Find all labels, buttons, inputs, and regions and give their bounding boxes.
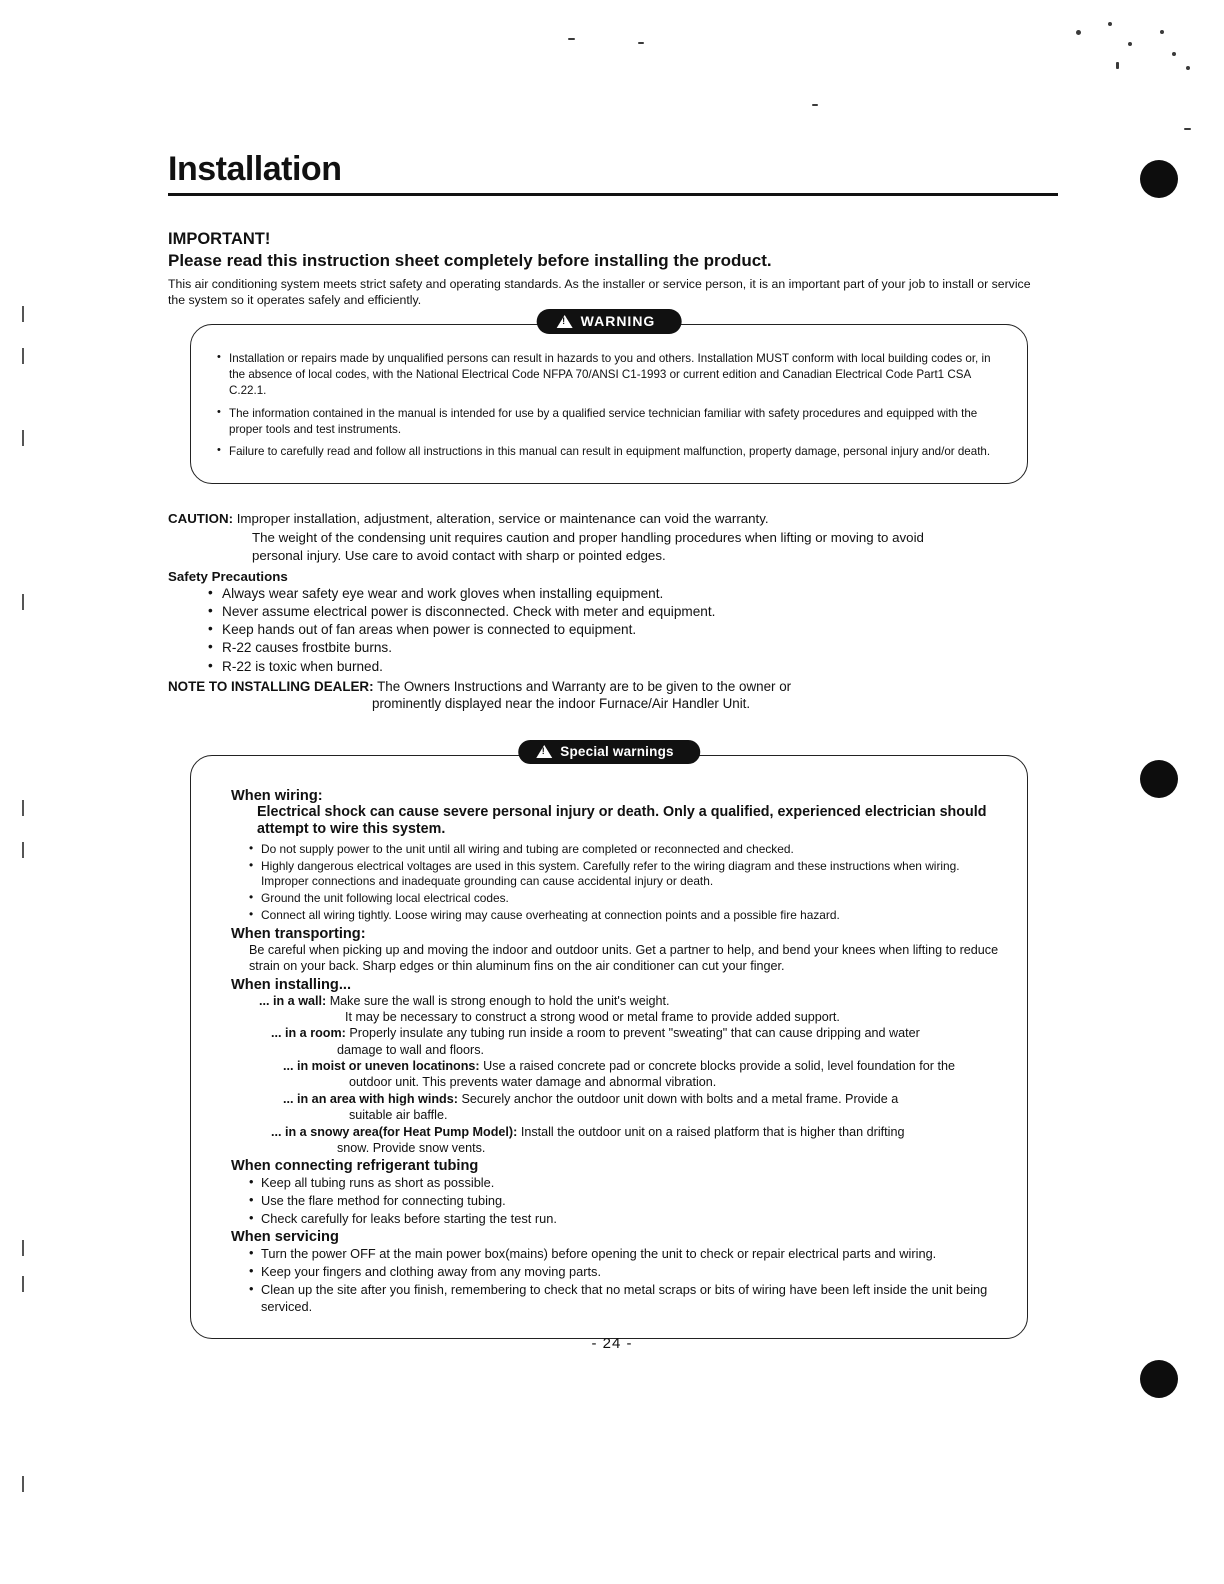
warning-banner xyxy=(537,309,682,334)
note-to-dealer xyxy=(168,678,1058,713)
installing-item xyxy=(283,1058,1001,1091)
special-warnings-banner xyxy=(518,740,700,764)
special-warnings-box xyxy=(190,743,1028,1339)
when-transporting-text: Be careful when picking up and moving the indoor and outdoor units. Get a partner to help, and bend your knees when lifting to reduce strain on your back. Sharp edges or thin aluminum fins on the air conditioner can cut your finger. xyxy=(249,942,999,974)
scan-speck xyxy=(1108,22,1112,26)
important-subheading: Please read this instruction sheet completely before installing the product. xyxy=(168,251,772,270)
scan-speck xyxy=(1160,30,1164,34)
warning-item: • Failure to carefully read and follow all instructions in this manual can result in equipment malfunction, property damage, personal injury and/or death. xyxy=(217,444,1001,460)
servicing-item: • Keep your fingers and clothing away from any moving parts. xyxy=(249,1263,1001,1280)
warning-item: • Installation or repairs made by unqualified persons can result in hazards to you and others. Installation MUST conform with local building codes or, in the absence of local codes, with the National Electrical Code NFPA 70/ANSI C1-1993 or current edition and Canadian Electrical Code Part1 CSA C.22.1. xyxy=(217,351,1001,398)
caution-text-1: Improper installation, adjustment, alteration, service or maintenance can void the warranty. xyxy=(236,511,769,527)
wiring-item: • Connect all wiring tightly. Loose wiring may cause overheating at connection points and a possible fire hazard. xyxy=(249,908,1001,924)
warning-triangle-icon xyxy=(557,315,573,328)
installing-item xyxy=(259,993,1001,1026)
installing-item-continuation: suitable air baffle. xyxy=(349,1108,448,1123)
scan-speck xyxy=(1172,52,1176,56)
page-number: - 24 - xyxy=(591,1335,633,1352)
page-title: Installation xyxy=(168,150,342,188)
edge-tick xyxy=(22,842,24,858)
important-heading: IMPORTANT! xyxy=(168,230,271,248)
caution-first-line xyxy=(168,510,1058,527)
when-wiring-list xyxy=(249,842,1001,924)
servicing-item: • Clean up the site after you finish, remembering to check that no metal scraps or bits of wiring have been left inside the unit being serviced. xyxy=(249,1281,1001,1315)
when-wiring-strong-text: Electrical shock can cause severe personal injury or death. Only a qualified, experienced electrician should attempt to wire this system. xyxy=(257,803,987,838)
scan-speck xyxy=(1116,62,1119,69)
wiring-item: • Do not supply power to the unit until all wiring and tubing are completed or reconnected and checked. xyxy=(249,842,1001,858)
caution-text-3: personal injury. Use care to avoid contact with sharp or pointed edges. xyxy=(252,547,666,563)
servicing-item: • Turn the power OFF at the main power box(mains) before opening the unit to check or repair electrical parts and wiring. xyxy=(249,1245,1001,1262)
wiring-item: • Highly dangerous electrical voltages are used in this system. Carefully refer to the wiring diagram and these instructions when wiring. Improper connections and inadequate grounding can cause accidental injury or death. xyxy=(249,859,1001,891)
edge-tick xyxy=(22,306,24,322)
servicing-list xyxy=(249,1245,1001,1315)
installing-item-text: Use a raised concrete pad or concrete blocks provide a solid, level foundation for the xyxy=(483,1059,955,1074)
installing-item-continuation: It may be necessary to construct a strong wood or metal frame to provide added support. xyxy=(345,1010,840,1025)
caution-block xyxy=(168,510,1058,713)
edge-tick xyxy=(22,800,24,816)
scan-speck xyxy=(638,42,644,44)
special-warnings-banner-label: Special warnings xyxy=(560,743,674,759)
when-connecting-tubing-heading: When connecting refrigerant tubing xyxy=(231,1158,479,1175)
installing-item-continuation: damage to wall and floors. xyxy=(337,1042,485,1057)
when-servicing-heading: When servicing xyxy=(231,1229,339,1246)
punch-hole-mark xyxy=(1140,1360,1178,1398)
punch-hole-mark xyxy=(1140,760,1178,798)
warning-box xyxy=(190,313,1028,484)
safety-item: • Always wear safety eye wear and work gloves when installing equipment. xyxy=(208,585,1058,603)
safety-item: • R-22 causes frostbite burns. xyxy=(208,639,1058,657)
caution-text-2: The weight of the condensing unit requires caution and proper handling procedures when lifting or moving to avoid xyxy=(252,530,924,546)
scan-speck xyxy=(568,38,575,40)
note-dealer-label: NOTE TO INSTALLING DEALER: xyxy=(168,678,374,694)
installing-item xyxy=(271,1124,1001,1157)
installing-item xyxy=(283,1091,1001,1124)
installing-item-continuation: snow. Provide snow vents. xyxy=(337,1140,486,1155)
when-wiring-heading: When wiring: xyxy=(231,787,323,804)
tubing-list xyxy=(249,1174,1001,1227)
scan-speck xyxy=(1184,128,1191,130)
safety-item: • Keep hands out of fan areas when power is connected to equipment. xyxy=(208,621,1058,639)
tubing-item: • Keep all tubing runs as short as possible. xyxy=(249,1174,1001,1191)
note-dealer-text: The Owners Instructions and Warranty are to be given to the owner or xyxy=(377,678,792,694)
scan-speck xyxy=(1128,42,1132,46)
installing-item-label: ... in moist or uneven locatinons: xyxy=(283,1059,480,1074)
safety-item: • Never assume electrical power is disconnected. Check with meter and equipment. xyxy=(208,603,1058,621)
installing-item-label: ... in a wall: xyxy=(259,993,327,1008)
installing-item-text: Install the outdoor unit on a raised platform that is higher than drifting xyxy=(520,1124,905,1139)
scan-speck xyxy=(1186,66,1190,70)
installing-item xyxy=(271,1025,1001,1058)
tubing-item: • Check carefully for leaks before starting the test run. xyxy=(249,1210,1001,1227)
warning-list xyxy=(217,351,1001,460)
installing-item-continuation: outdoor unit. This prevents water damage and abnormal vibration. xyxy=(349,1075,717,1090)
warning-item: • The information contained in the manual is intended for use by a qualified service technician familiar with safety procedures and equipped with the proper tools and test instruments. xyxy=(217,406,1001,438)
wiring-item: • Ground the unit following local electrical codes. xyxy=(249,891,1001,907)
edge-tick xyxy=(22,1476,24,1492)
scan-speck xyxy=(1076,30,1081,35)
when-installing-heading: When installing... xyxy=(231,976,351,993)
edge-tick xyxy=(22,1240,24,1256)
edge-tick xyxy=(22,430,24,446)
installing-item-label: ... in a room: xyxy=(271,1026,346,1041)
safety-precautions-heading: Safety Precautions xyxy=(168,568,288,584)
title-divider xyxy=(168,193,1058,196)
warning-triangle-icon xyxy=(536,745,552,758)
installing-item-text: Properly insulate any tubing run inside a room to prevent "sweating" that can cause dripping and water xyxy=(349,1026,920,1041)
scan-speck xyxy=(812,104,818,106)
document-content xyxy=(168,150,1058,1339)
warning-banner-label: WARNING xyxy=(580,313,656,330)
safety-precautions-list xyxy=(208,585,1058,675)
edge-tick xyxy=(22,1276,24,1292)
intro-paragraph: This air conditioning system meets strict safety and operating standards. As the installer or service person, it is an important part of your job to install or service the system so it operates safely and efficiently. xyxy=(168,277,1031,307)
installing-item-text: Make sure the wall is strong enough to hold the unit's weight. xyxy=(329,993,670,1008)
when-transporting-heading: When transporting: xyxy=(231,925,366,942)
edge-tick xyxy=(22,594,24,610)
installing-item-text: Securely anchor the outdoor unit down with bolts and a metal frame. Provide a xyxy=(461,1091,899,1106)
installing-item-label: ... in a snowy area(for Heat Pump Model): xyxy=(271,1124,518,1139)
tubing-item: • Use the flare method for connecting tubing. xyxy=(249,1192,1001,1209)
safety-item: • R-22 is toxic when burned. xyxy=(208,658,1058,676)
edge-tick xyxy=(22,348,24,364)
caution-label: CAUTION: xyxy=(168,511,233,527)
punch-hole-mark xyxy=(1140,160,1178,198)
installing-item-label: ... in an area with high winds: xyxy=(283,1091,458,1106)
note-dealer-continuation: prominently displayed near the indoor Furnace/Air Handler Unit. xyxy=(372,696,751,712)
